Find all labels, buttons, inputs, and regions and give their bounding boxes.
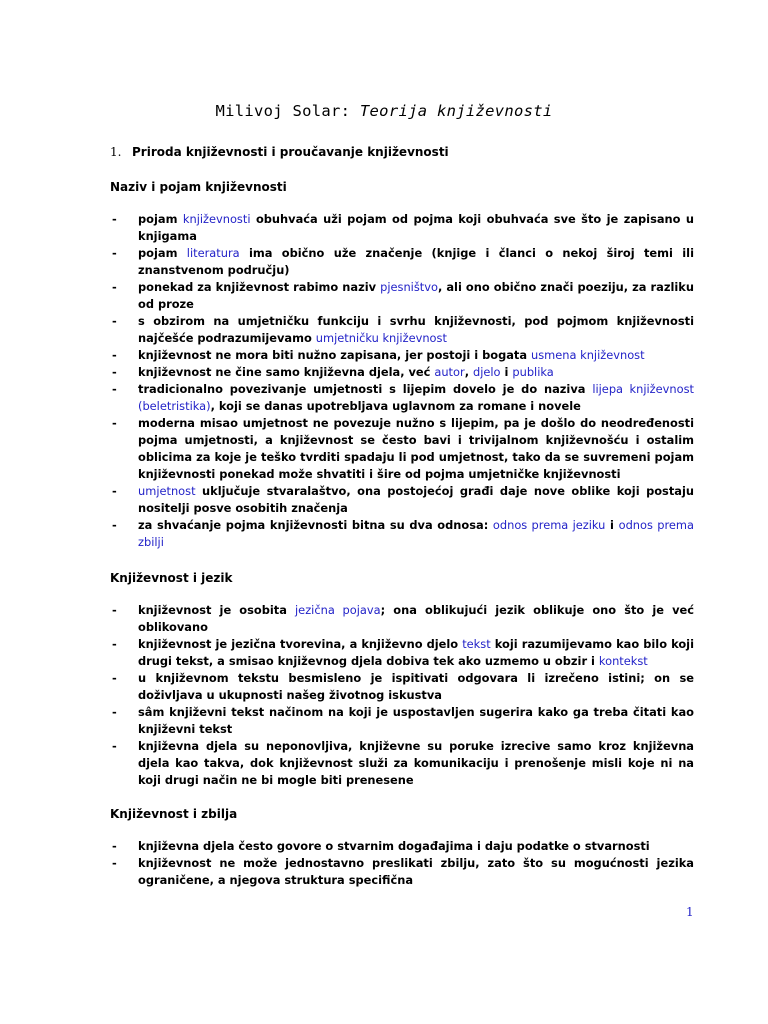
key-term: lijepa književnost (beletristika) (138, 382, 694, 413)
list-item: - za shvaćanje pojma književnosti bitna su dva odnosa: odnos prema jeziku i odnos prema zbilji (110, 517, 694, 551)
chapter-number: 1. (110, 145, 122, 159)
key-term: autor (434, 365, 465, 379)
list-item: - književna djela su neponovljiva, književne su poruke izrecive samo kroz književna djela kao takva, dok književnost služi za komunikaciju i prenošenje misli koje ni na koji drugi način ne bi mogle biti prenesene (110, 738, 694, 789)
bullet-list (110, 838, 694, 889)
key-term: kontekst (598, 654, 648, 668)
list-item: - pojam književnosti obuhvaća uži pojam od pojma koji obuhvaća sve što je zapisano u knjigama (110, 211, 694, 245)
list-item: - književnost je osobita jezična pojava; ona oblikujući jezik oblikuje ono što je već oblikovano (110, 602, 694, 636)
page-number: 1 (686, 905, 694, 919)
section-heading: Književnost i zbilja (110, 807, 238, 821)
key-term: djelo (472, 365, 501, 379)
key-term: umjetničku književnost (315, 331, 447, 345)
title-work: Teorija književnosti (359, 102, 553, 120)
title-author: Milivoj Solar: (215, 102, 360, 120)
list-item: - književnost ne može jednostavno preslikati zbilju, zato što su mogućnosti jezika ograničene, a njegova struktura specifična (110, 855, 694, 889)
list-item: - umjetnost uključuje stvaralaštvo, ona postojećoj građi daje nove oblike koji postaju nositelji posve osobitih značenja (110, 483, 694, 517)
bullet-list (110, 211, 694, 551)
list-item: - književnost ne mora biti nužno zapisana, jer postoji i bogata usmena književnost (110, 347, 694, 364)
bullet-list (110, 602, 694, 789)
key-term: literatura (186, 246, 240, 260)
key-term: publika (512, 365, 554, 379)
section-heading: Književnost i jezik (110, 571, 233, 585)
key-term: jezična pojava (295, 603, 381, 617)
key-term: odnos prema zbilji (138, 518, 694, 549)
list-item: - književnost je jezična tvorevina, a književno djelo tekst koji razumijevamo kao bilo koji drugi tekst, a smisao književnog djela dobiva tek ako uzmemo u obzir i kontekst (110, 636, 694, 670)
list-item: - književnost ne čine samo književna djela, već autor, djelo i publika (110, 364, 694, 381)
chapter-heading (110, 145, 449, 159)
list-item: - tradicionalno povezivanje umjetnosti s lijepim dovelo je do naziva lijepa književnost (beletristika), koji se danas upotrebljava uglavnom za romane i novele (110, 381, 694, 415)
list-item: - književna djela često govore o stvarnim događajima i daju podatke o stvarnosti (110, 838, 694, 855)
document-title (0, 102, 768, 120)
key-term: tekst (462, 637, 491, 651)
key-term: usmena književnost (531, 348, 645, 362)
key-term: odnos prema jeziku (492, 518, 606, 532)
list-item: - ponekad za književnost rabimo naziv pjesništvo, ali ono obično znači poeziju, za razliku od proze (110, 279, 694, 313)
key-term: pjesništvo (380, 280, 438, 294)
key-term: umjetnost (138, 484, 196, 498)
section-heading: Naziv i pojam književnosti (110, 180, 287, 194)
list-item: - moderna misao umjetnost ne povezuje nužno s lijepim, pa je došlo do neodređenosti pojma umjetnosti, a književnost se često bavi i trivijalnom književnošću i ostalim oblicima za koje je teško tvrditi spadaju li pod umjetnost, tako da se suvremeni pojam književnosti ponekad može shvatiti i šire od pojma umjetničke književnosti (110, 415, 694, 483)
chapter-title: Priroda književnosti i proučavanje književnosti (132, 145, 449, 159)
list-item: - sâm književni tekst načinom na koji je uspostavljen sugerira kako ga treba čitati kao književni tekst (110, 704, 694, 738)
list-item: - pojam literatura ima obično uže značenje (knjige i članci o nekoj široj temi ili znanstvenom području) (110, 245, 694, 279)
key-term: književnosti (182, 212, 251, 226)
list-item: - u književnom tekstu besmisleno je ispitivati odgovara li izrečeno istini; on se doživljava u ukupnosti našeg životnog iskustva (110, 670, 694, 704)
list-item: - s obzirom na umjetničku funkciju i svrhu književnosti, pod pojmom književnosti najčešće podrazumijevamo umjetničku književnost (110, 313, 694, 347)
